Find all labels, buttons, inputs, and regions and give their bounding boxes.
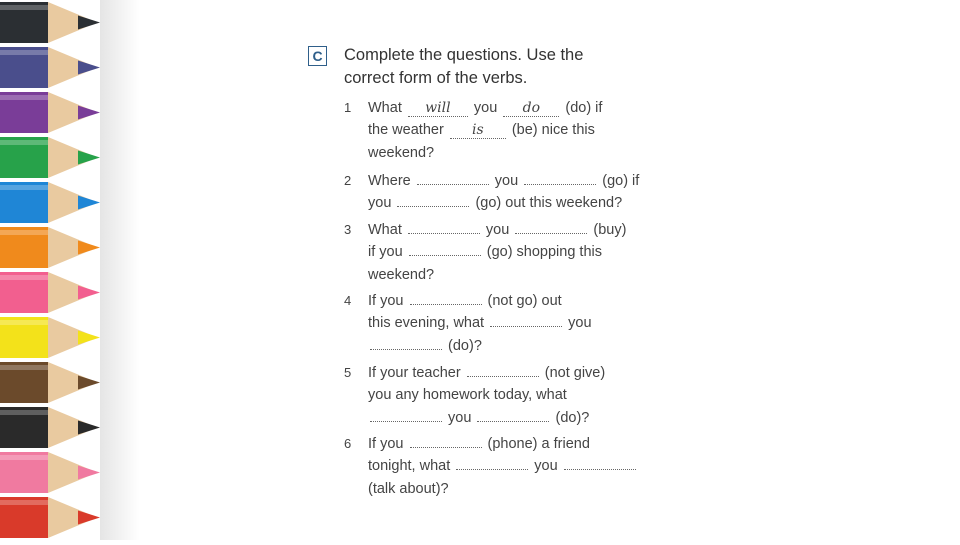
question-text: you: [448, 409, 472, 426]
question-text: (talk about)?: [368, 480, 449, 497]
question-text: If you: [368, 293, 404, 309]
question-text: (not go) out: [487, 293, 562, 309]
question-2: [344, 170, 658, 215]
question-line: [368, 455, 658, 477]
pencil: [0, 2, 100, 43]
answer-blank[interactable]: [409, 241, 481, 256]
question-text: (do)?: [555, 409, 590, 426]
answer-blank[interactable]: [490, 312, 562, 327]
question-text: (buy): [593, 222, 627, 238]
question-line: [368, 362, 658, 384]
pencil: [0, 227, 100, 268]
question-line: [368, 241, 658, 263]
instructions-line: Complete the questions. Use the: [344, 46, 584, 64]
pencil: [0, 317, 100, 358]
pencil: [0, 272, 100, 313]
pencil: [0, 497, 100, 538]
answer-blank[interactable]: [467, 362, 539, 377]
answer-blank[interactable]: [524, 170, 596, 185]
answer-blank[interactable]: [397, 192, 469, 207]
answer-blank-filled[interactable]: do: [503, 100, 559, 117]
answer-blank[interactable]: [515, 219, 587, 234]
answer-blank[interactable]: [410, 433, 482, 448]
answer-blank[interactable]: [417, 170, 489, 185]
question-number: 4: [344, 293, 352, 308]
worksheet: [300, 40, 660, 510]
question-text: What: [368, 222, 402, 238]
question-text: Where: [368, 173, 411, 189]
answer-blank[interactable]: [410, 290, 482, 305]
answer-blank-filled[interactable]: will: [408, 100, 468, 117]
instructions: [344, 44, 644, 90]
answer-blank[interactable]: [564, 455, 636, 470]
question-text: What: [368, 100, 402, 116]
pencil: [0, 407, 100, 448]
image-shadow-edge: [100, 0, 140, 540]
question-line: [368, 290, 658, 312]
question-text: (phone) a friend: [487, 436, 590, 452]
question-text: you: [368, 195, 392, 212]
pencil: [0, 137, 100, 178]
question-text: If you: [368, 436, 404, 452]
question-line: [368, 142, 658, 164]
question-text: the weather: [368, 122, 444, 139]
answer-blank[interactable]: [370, 335, 442, 350]
question-line: [368, 119, 658, 141]
question-text: you: [485, 222, 510, 238]
answer-blank[interactable]: [477, 407, 549, 422]
question-text: you: [568, 315, 592, 332]
question-line: [368, 478, 658, 500]
question-number: 5: [344, 365, 352, 380]
question-6: [344, 433, 658, 500]
question-line: [368, 384, 658, 406]
pencil: [0, 452, 100, 493]
pencil: [0, 182, 100, 223]
question-number: 3: [344, 222, 352, 237]
question-3: [344, 219, 658, 286]
question-text: tonight, what: [368, 458, 451, 475]
question-text: you any homework today, what: [368, 387, 567, 404]
question-text: (go) shopping this: [486, 244, 602, 261]
colored-pencils-image: [0, 0, 140, 540]
question-number: 1: [344, 100, 352, 115]
question-line: [368, 264, 658, 286]
question-text: (do)?: [448, 337, 482, 354]
question-text: this evening, what: [368, 315, 485, 332]
question-text: you: [534, 458, 558, 475]
question-line: [368, 170, 658, 192]
question-text: you: [494, 173, 519, 189]
question-4: [344, 290, 658, 357]
instructions-line: correct form of the verbs.: [344, 69, 528, 87]
question-line: [368, 433, 658, 455]
pencil: [0, 362, 100, 403]
question-text: weekend?: [368, 144, 435, 161]
answer-blank[interactable]: [408, 219, 480, 234]
question-text: weekend?: [368, 266, 435, 283]
question-text: (be) nice this: [511, 122, 595, 139]
question-text: (go) if: [602, 173, 640, 189]
question-number: 6: [344, 436, 352, 451]
answer-blank[interactable]: [370, 407, 442, 422]
question-line: [368, 192, 658, 214]
pencil: [0, 92, 100, 133]
question-text: if you: [368, 244, 403, 261]
question-text: you: [473, 100, 498, 116]
answer-blank-filled[interactable]: is: [450, 122, 506, 139]
question-text: (go) out this weekend?: [475, 195, 623, 212]
question-5: [344, 362, 658, 429]
question-1: [344, 97, 658, 164]
question-text: (not give): [544, 365, 606, 381]
question-line: [368, 335, 658, 357]
question-number: 2: [344, 173, 352, 188]
answer-blank[interactable]: [456, 455, 528, 470]
question-line: [368, 97, 658, 119]
question-line: [368, 219, 658, 241]
question-text: (do) if: [565, 100, 603, 116]
question-line: [368, 407, 658, 429]
pencil: [0, 47, 100, 88]
section-label-badge: C: [308, 46, 327, 66]
question-line: [368, 312, 658, 334]
question-text: If your teacher: [368, 365, 461, 381]
